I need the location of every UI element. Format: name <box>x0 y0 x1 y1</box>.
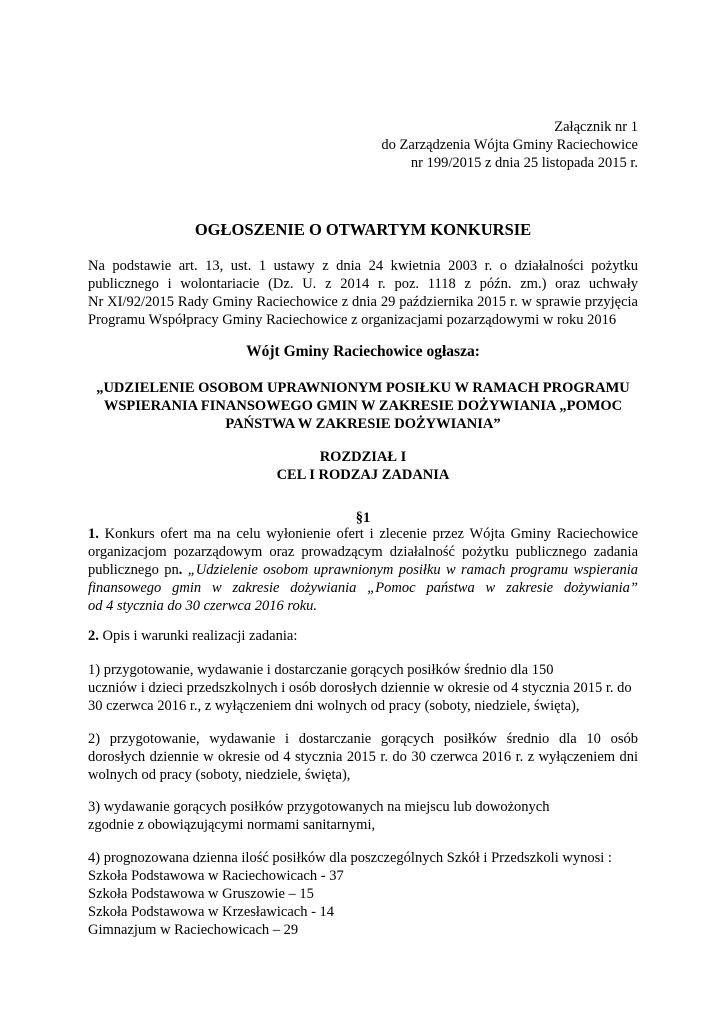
p1-line-5: od 4 stycznia do 30 czerwca 2016 roku. <box>88 598 318 614</box>
section-sign: §1 <box>355 510 371 526</box>
annex-line-1: Załącznik nr 1 <box>554 119 638 135</box>
p1-line-3-italic: „Udzielenie osobom uprawnionym posiłku w ramach programu wspierania <box>182 562 638 578</box>
list-item-3 <box>88 798 638 834</box>
paragraph-1 <box>88 525 638 615</box>
task-title-line: WSPIERANIA FINANSOWEGO GMIN W ZAKRESIE DOŻYWIANIA „POMOC <box>103 398 623 414</box>
item-3-line: 3) wydawanie gorących posiłków przygotowanych na miejscu lub dowożonych <box>88 799 550 815</box>
item-4-intro: 4) prognozowana dzienna ilość posiłków dla poszczególnych Szkół i Przedszkoli wynosi : <box>88 850 612 866</box>
chapter-heading <box>88 448 638 484</box>
list-item-4 <box>88 849 638 939</box>
p2-number: 2. <box>88 628 99 644</box>
chapter-name: CEL I RODZAJ ZADANIA <box>276 467 450 483</box>
item-1-line: 30 czerwca 2016 r., z wyłączeniem dni wolnych od pracy (soboty, niedziele, święta), <box>88 698 580 714</box>
school-entry: Szkoła Podstawowa w Krzesławicach - 14 <box>88 904 335 920</box>
chapter-number: ROZDZIAŁ I <box>319 449 407 465</box>
p1-line-3-dot: . <box>178 562 183 578</box>
p1-line-3 <box>88 561 638 579</box>
p1-line-2: organizacjom pozarządowym oraz prowadzącym działalność pożytku publicznego zadania <box>88 544 638 560</box>
intro-line: Programu Współpracy Gminy Raciechowice z organizacjami pozarządowymi w roku 2016 <box>88 312 617 328</box>
p1-line-1-text: Konkurs ofert ma na celu wyłonienie ofert i zlecenie przez Wójta Gminy Raciechowice <box>104 526 639 542</box>
p1-line-4: finansowego gmin w zakresie dożywiania „Pomoc państwa w zakresie dożywiania” <box>88 580 638 596</box>
item-1-line: uczniów i dzieci przedszkolnych i osób dorosłych dziennie w okresie od 4 stycznia 2015 r. do <box>88 680 632 696</box>
list-item-2 <box>88 730 638 784</box>
item-2-line: dorosłych dziennie w okresie od 4 stycznia 2015 r. do 30 czerwca 2016 r. z wyłączeniem dni <box>88 749 638 765</box>
annex-line-2: do Zarządzenia Wójta Gminy Raciechowice <box>381 137 638 153</box>
intro-line: Na podstawie art. 13, ust. 1 ustawy z dnia 24 kwietnia 2003 r. o działalności pożytku <box>88 258 638 274</box>
school-entry: Szkoła Podstawowa w Gruszowie – 15 <box>88 886 314 902</box>
p2-text: Opis i warunki realizacji zadania: <box>102 628 298 644</box>
task-title-line: „UDZIELENIE OSOBOM UPRAWNIONYM POSIŁKU W RAMACH PROGRAMU <box>96 380 630 396</box>
school-entry: Gimnazjum w Raciechowicach – 29 <box>88 922 299 938</box>
intro-paragraph <box>88 257 638 329</box>
list-item-1 <box>88 661 638 715</box>
p1-line-3-plain: publicznego pn <box>88 562 179 578</box>
school-entry: Szkoła Podstawowa w Raciechowicach - 37 <box>88 868 344 884</box>
p1-number: 1. <box>88 526 99 542</box>
announces-heading: Wójt Gminy Raciechowice ogłasza: <box>246 343 480 360</box>
item-3-line: zgodnie z obowiązującymi normami sanitarnymi, <box>88 817 376 833</box>
intro-line: Nr XI/92/2015 Rady Gminy Raciechowice z dnia 29 października 2015 r. w sprawie przyjęcia <box>88 294 638 310</box>
annex-line-3: nr 199/2015 z dnia 25 listopada 2015 r. <box>410 155 638 171</box>
p1-line-1 <box>88 525 638 543</box>
item-2-line: 2) przygotowanie, wydawanie i dostarczanie gorących posiłków średnio dla 10 osób <box>88 731 638 747</box>
task-title <box>88 379 638 433</box>
intro-line: publicznego i wolontariacie (Dz. U. z 2014 r. poz. 1118 z późn. zm.) oraz uchwały <box>88 276 638 292</box>
task-title-line: PAŃSTWA W ZAKRESIE DOŻYWIANIA” <box>225 416 501 432</box>
page-title: OGŁOSZENIE O OTWARTYM KONKURSIE <box>194 220 532 239</box>
item-2-line: wolnych od pracy (soboty, niedziele, święta), <box>88 767 351 783</box>
item-1-line: 1) przygotowanie, wydawanie i dostarczanie gorących posiłków średnio dla 150 <box>88 662 554 678</box>
paragraph-2 <box>88 627 638 645</box>
annex-header <box>88 118 638 172</box>
